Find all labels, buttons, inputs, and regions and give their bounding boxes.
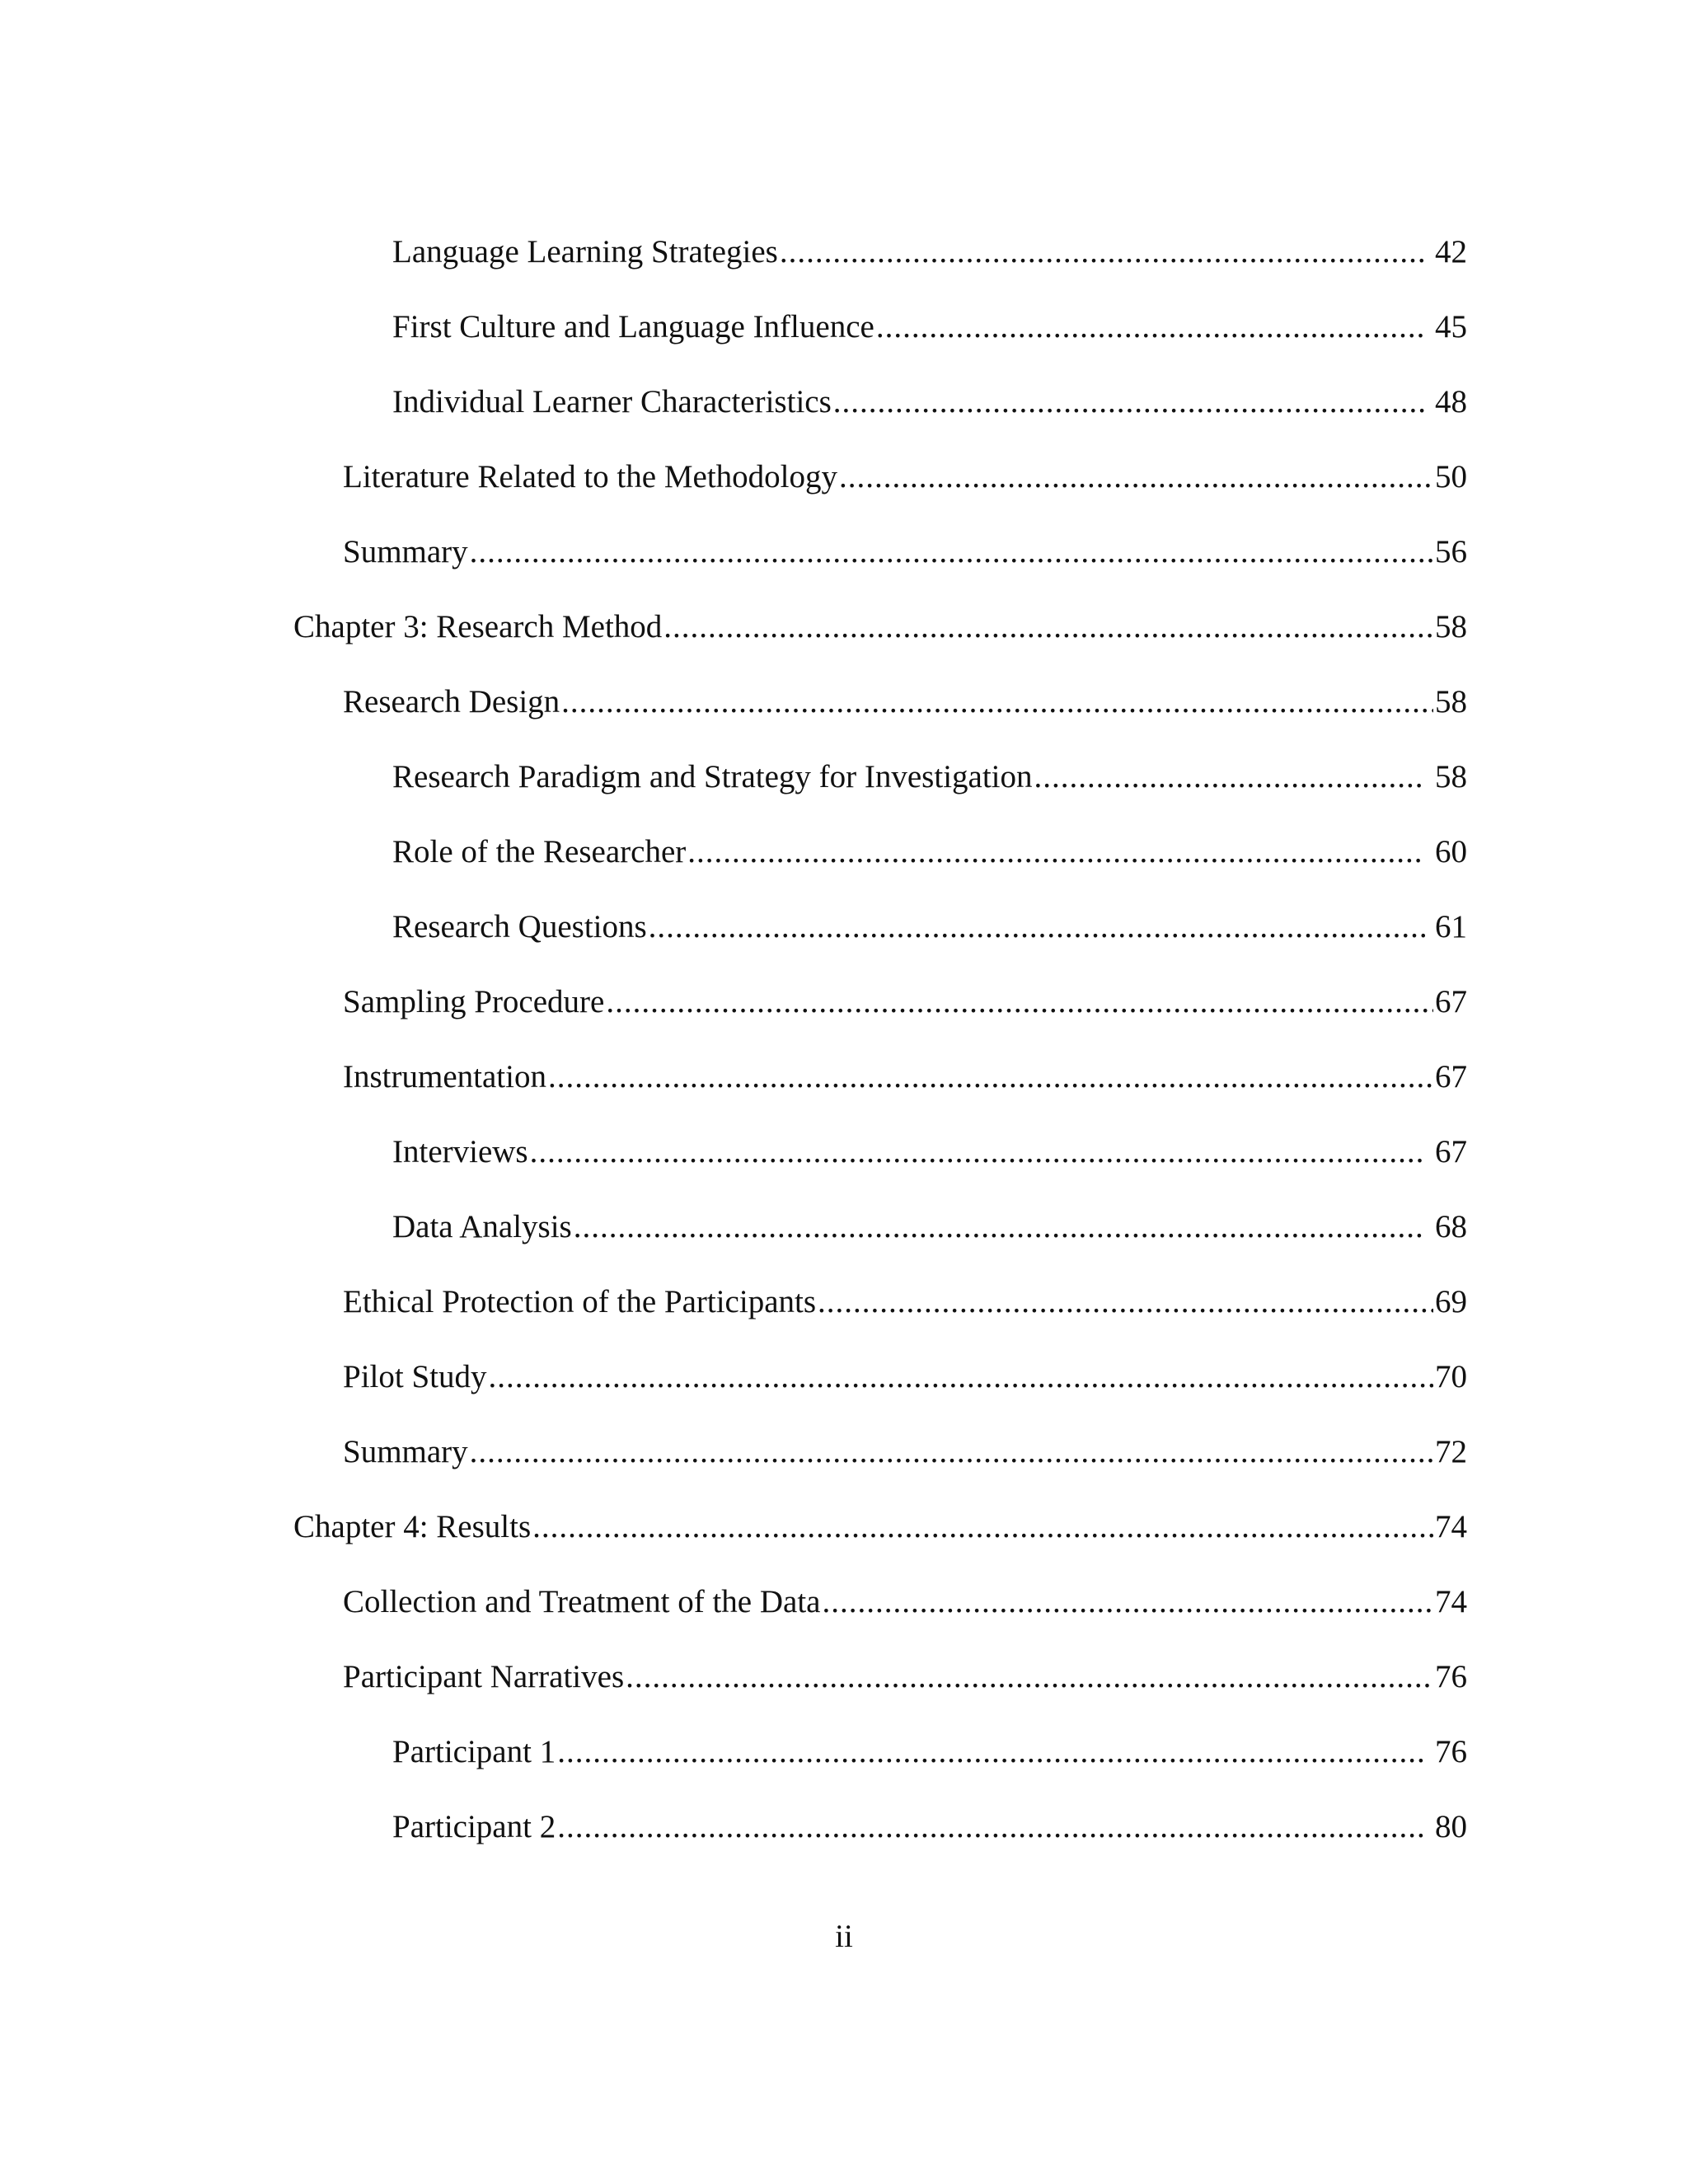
dot-leader [532, 1502, 1433, 1552]
dot-leader [876, 302, 1425, 352]
dot-leader [557, 1727, 1425, 1777]
toc-entry-title: Individual Learner Characteristics [392, 384, 832, 419]
dot-leader [561, 677, 1433, 727]
toc-entry-page: 48 [1435, 384, 1467, 419]
toc-entry-title: Research Questions [392, 909, 647, 944]
toc-entry-page: 76 [1435, 1734, 1467, 1769]
toc-entry-title: Instrumentation [343, 1059, 546, 1094]
toc-entry[interactable] [392, 1127, 1467, 1177]
toc-entry-title: Participant Narratives [343, 1659, 625, 1694]
toc-entry[interactable] [392, 827, 1467, 877]
toc-entry-title: Chapter 3: Research Method [293, 609, 663, 644]
toc-entry-title: Data Analysis [392, 1209, 572, 1244]
toc-entry[interactable] [392, 1727, 1467, 1777]
toc-entry-page: 58 [1435, 609, 1467, 644]
toc-entry[interactable] [343, 977, 1467, 1027]
dot-leader [780, 227, 1425, 277]
dot-leader [488, 1352, 1433, 1402]
toc-entry[interactable] [343, 1352, 1467, 1402]
toc-entry[interactable] [392, 1802, 1467, 1852]
dot-leader [470, 527, 1433, 577]
dot-leader [574, 1202, 1425, 1252]
toc-entry-page: 61 [1435, 909, 1467, 944]
toc-entry-title: Literature Related to the Methodology [343, 459, 837, 494]
toc-entry[interactable] [343, 1277, 1467, 1327]
toc-entry-page: 69 [1435, 1284, 1467, 1319]
toc-entry-page: 67 [1435, 1059, 1467, 1094]
toc-entry-title: Chapter 4: Results [293, 1509, 532, 1544]
toc-entry-page: 80 [1435, 1809, 1467, 1844]
toc-entry-title: Pilot Study [343, 1359, 487, 1394]
dot-leader [663, 602, 1433, 652]
dot-leader [818, 1277, 1433, 1327]
toc-entry-page: 76 [1435, 1659, 1467, 1694]
toc-entry-page: 72 [1435, 1434, 1467, 1469]
toc-entry-page: 70 [1435, 1359, 1467, 1394]
toc-entry-page: 58 [1435, 759, 1467, 794]
page-number: ii [835, 1919, 853, 1954]
toc-entry-page: 67 [1435, 1134, 1467, 1169]
toc-entry[interactable] [392, 227, 1467, 277]
toc-entry-page: 67 [1435, 984, 1467, 1019]
toc-entry-page: 42 [1435, 234, 1467, 269]
dot-leader [606, 977, 1433, 1027]
dot-leader [822, 1577, 1433, 1627]
dot-leader [1034, 752, 1425, 802]
toc-entry-title: Ethical Protection of the Participants [343, 1284, 817, 1319]
toc-entry[interactable] [343, 677, 1467, 727]
toc-entry-page: 58 [1435, 684, 1467, 719]
toc-entry-title: Participant 2 [392, 1809, 556, 1844]
toc-entry-title: Participant 1 [392, 1734, 556, 1769]
toc-entry-page: 68 [1435, 1209, 1467, 1244]
dot-leader [649, 902, 1425, 952]
toc-entry-chapter[interactable] [293, 602, 1467, 652]
toc-entry[interactable] [392, 377, 1467, 427]
toc-entry[interactable] [343, 1577, 1467, 1627]
toc-entry-title: Summary [343, 1434, 468, 1469]
toc-entry-page: 50 [1435, 459, 1467, 494]
toc-entry-title: Summary [343, 534, 468, 569]
toc-entry-page: 74 [1435, 1584, 1467, 1619]
toc-entry-title: Language Learning Strategies [392, 234, 778, 269]
toc-entry-title: First Culture and Language Influence [392, 309, 874, 344]
toc-entry-page: 74 [1435, 1509, 1467, 1544]
dot-leader [548, 1052, 1433, 1102]
toc-entry[interactable] [343, 1052, 1467, 1102]
dot-leader [839, 452, 1433, 502]
toc-entry[interactable] [343, 1652, 1467, 1702]
toc-entry[interactable] [392, 302, 1467, 352]
toc-entry[interactable] [392, 1202, 1467, 1252]
dot-leader [557, 1802, 1425, 1852]
toc-entry-page: 60 [1435, 834, 1467, 869]
toc-entry-title: Sampling Procedure [343, 984, 605, 1019]
dot-leader [626, 1652, 1433, 1702]
dot-leader [687, 827, 1425, 877]
toc-entry-title: Collection and Treatment of the Data [343, 1584, 821, 1619]
toc-entry[interactable] [343, 452, 1467, 502]
toc-entry-chapter[interactable] [293, 1502, 1467, 1552]
toc-entry-page: 45 [1435, 309, 1467, 344]
toc-entry[interactable] [343, 1427, 1467, 1477]
toc-entry-title: Interviews [392, 1134, 528, 1169]
dot-leader [470, 1427, 1433, 1477]
toc-entry[interactable] [343, 527, 1467, 577]
toc-entry[interactable] [392, 752, 1467, 802]
dot-leader [530, 1127, 1425, 1177]
dot-leader [833, 377, 1425, 427]
toc-entry-title: Role of the Researcher [392, 834, 687, 869]
toc-entry-title: Research Paradigm and Strategy for Investigation [392, 759, 1033, 794]
toc-entry-title: Research Design [343, 684, 560, 719]
toc-entry-page: 56 [1435, 534, 1467, 569]
toc-entry[interactable] [392, 902, 1467, 952]
